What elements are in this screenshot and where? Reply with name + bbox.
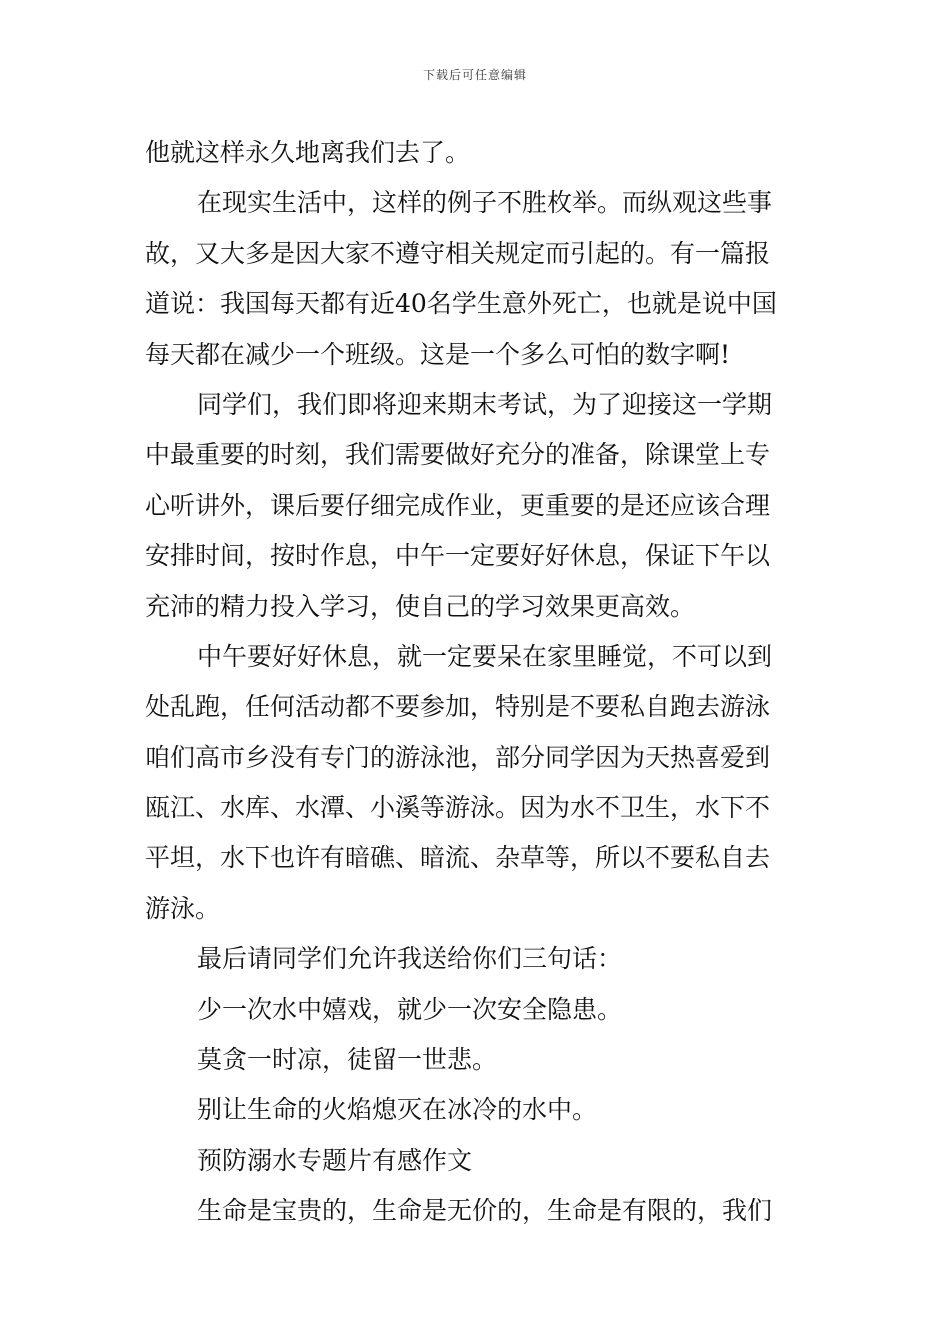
text-line: 安排时间，按时作息，中午一定要好好休息，保证下午以 [145, 541, 771, 571]
text-line: 故，又大多是因大家不遵守相关规定而引起的。有一篇报 [145, 238, 771, 268]
text-line: 他就这样永久地离我们去了。 [145, 138, 471, 167]
text-line: 瓯江、水库、水潭、小溪等游泳。因为水不卫生，水下不 [145, 793, 771, 823]
text-line: 道说：我国每天都有近40名学生意外死亡，也就是说中国 [145, 289, 777, 319]
text-line: 游泳。 [145, 893, 221, 923]
text-line: 同学们，我们即将迎来期末考试，为了迎接这一学期 [197, 389, 773, 419]
text-line: 每天都在减少一个班级。这是一个多么可怕的数字啊! [145, 339, 731, 369]
text-line: 处乱跑，任何活动都不要参加，特别是不要私自跑去游泳 [145, 692, 771, 722]
text-line: 预防溺水专题片有感作文 [197, 1145, 473, 1175]
text-line: 生命是宝贵的，生命是无价的，生命是有限的，我们 [197, 1196, 773, 1226]
text-line: 心听讲外，课后要仔细完成作业，更重要的是还应该合理 [145, 490, 771, 520]
text-line: 平坦，水下也许有暗礁、暗流、杂草等，所以不要私自去 [145, 843, 771, 873]
text-line: 中午要好好休息，就一定要呆在家里睡觉，不可以到 [197, 641, 773, 671]
document-body [145, 128, 815, 1237]
text-line: 莫贪一时凉，徒留一世悲。 [197, 1045, 498, 1075]
text-line: 少一次水中嬉戏，就少一次安全隐患。 [197, 994, 623, 1024]
text-line: 别让生命的火焰熄灭在冰冷的水中。 [197, 1095, 598, 1125]
text-line: 咱们高市乡没有专门的游泳池，部分同学因为天热喜爱到 [145, 742, 771, 772]
text-line: 充沛的精力投入学习，使自己的学习效果更高效。 [145, 591, 696, 621]
text-line: 中最重要的时刻，我们需要做好充分的准备，除课堂上专 [145, 440, 771, 470]
page-header: 下载后可任意编辑 [422, 68, 527, 82]
text-line: 在现实生活中，这样的例子不胜枚举。而纵观这些事 [197, 188, 773, 218]
text-line: 最后请同学们允许我送给你们三句话： [197, 944, 623, 974]
